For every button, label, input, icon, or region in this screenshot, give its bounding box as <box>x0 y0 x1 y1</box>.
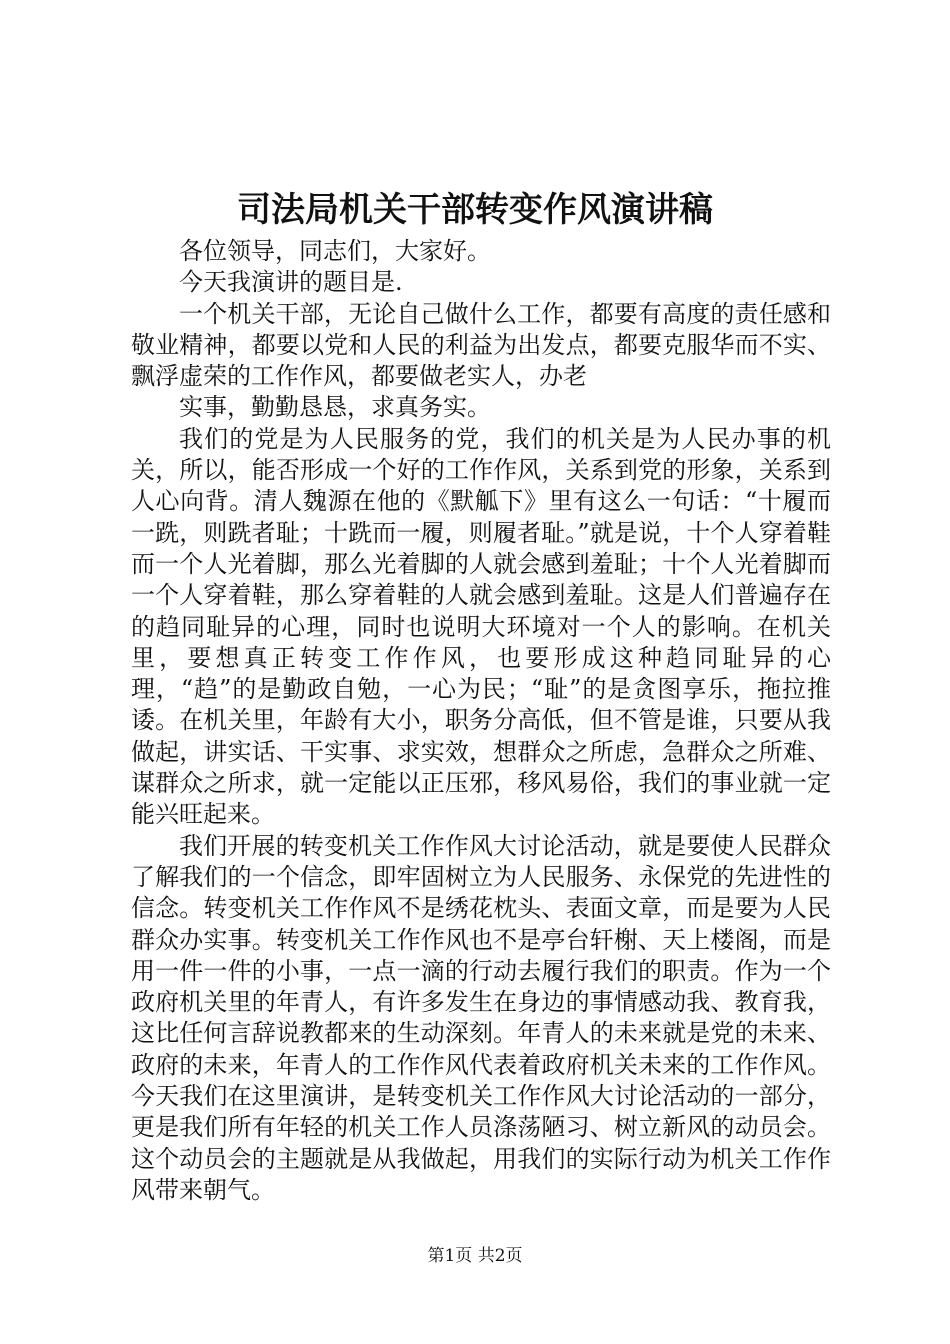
page-number-footer: 第1页 共2页 <box>427 1246 523 1266</box>
paragraph-practical: 实事，勤勤恳恳，求真务实。 <box>179 393 491 422</box>
document-body <box>131 236 831 1206</box>
document-title: 司法局机关干部转变作风演讲稿 <box>237 190 713 230</box>
paragraph-party: 我们的党是为人民服务的党，我们的机关是为人民办事的机关，所以，能否形成一个好的工作作风，关系到党的形象，关系到人心向背。清人魏源在他的《默觚下》里有这么一句话：“十履而一跣，则跣者耻；十跣而一履，则履者耻。”就是说，十个人穿着鞋而一个人光着脚，那么光着脚的人就会感到羞耻；十个人光着脚而一个人穿着鞋，那么穿着鞋的人就会感到羞耻。这是人们普遍存在的趋同耻异的心理，同时也说明大环境对一个人的影响。在机关里，要想真正转变工作作风，也要形成这种趋同耻异的心理，“趋”的是勤政自勉，一心为民；“耻”的是贪图享乐，拖拉推诿。在机关里，年龄有大小，职务分高低，但不管是谁，只要从我做起，讲实话、干实事、求实效，想群众之所虑，急群众之所难、谋群众之所求，就一定能以正压邪，移风易俗，我们的事业就一定能兴旺起来。 <box>131 424 831 829</box>
paragraph-greeting: 各位领导，同志们，大家好。 <box>179 237 491 265</box>
paragraph-topic: 今天我演讲的题目是. <box>179 268 403 297</box>
paragraph-cadre: 一个机关干部，无论自己做什么工作，都要有高度的责任感和敬业精神，都要以党和人民的利益为出发点，都要克服华而不实、飘浮虚荣的工作作风，都要做老实人，办老 <box>131 299 831 391</box>
paragraph-activity: 我们开展的转变机关工作作风大讨论活动，就是要使人民群众了解我们的一个信念，即牢固树立为人民服务、永保党的先进性的信念。转变机关工作作风不是绣花枕头、表面文章，而是要为人民群众办实事。转变机关工作作风也不是亭台轩榭、天上楼阁，而是用一件一件的小事，一点一滴的行动去履行我们的职责。作为一个政府机关里的年青人，有许多发生在身边的事情感动我、教育我，这比任何言辞说教都来的生动深刻。年青人的未来就是党的未来、政府的未来，年青人的工作作风代表着政府机关未来的工作作风。今天我们在这里演讲，是转变机关工作作风大讨论活动的一部分，更是我们所有年轻的机关工作人员涤荡陋习、树立新风的动员会。这个动员会的主题就是从我做起，用我们的实际行动为机关工作作风带来朝气。 <box>131 831 831 1204</box>
